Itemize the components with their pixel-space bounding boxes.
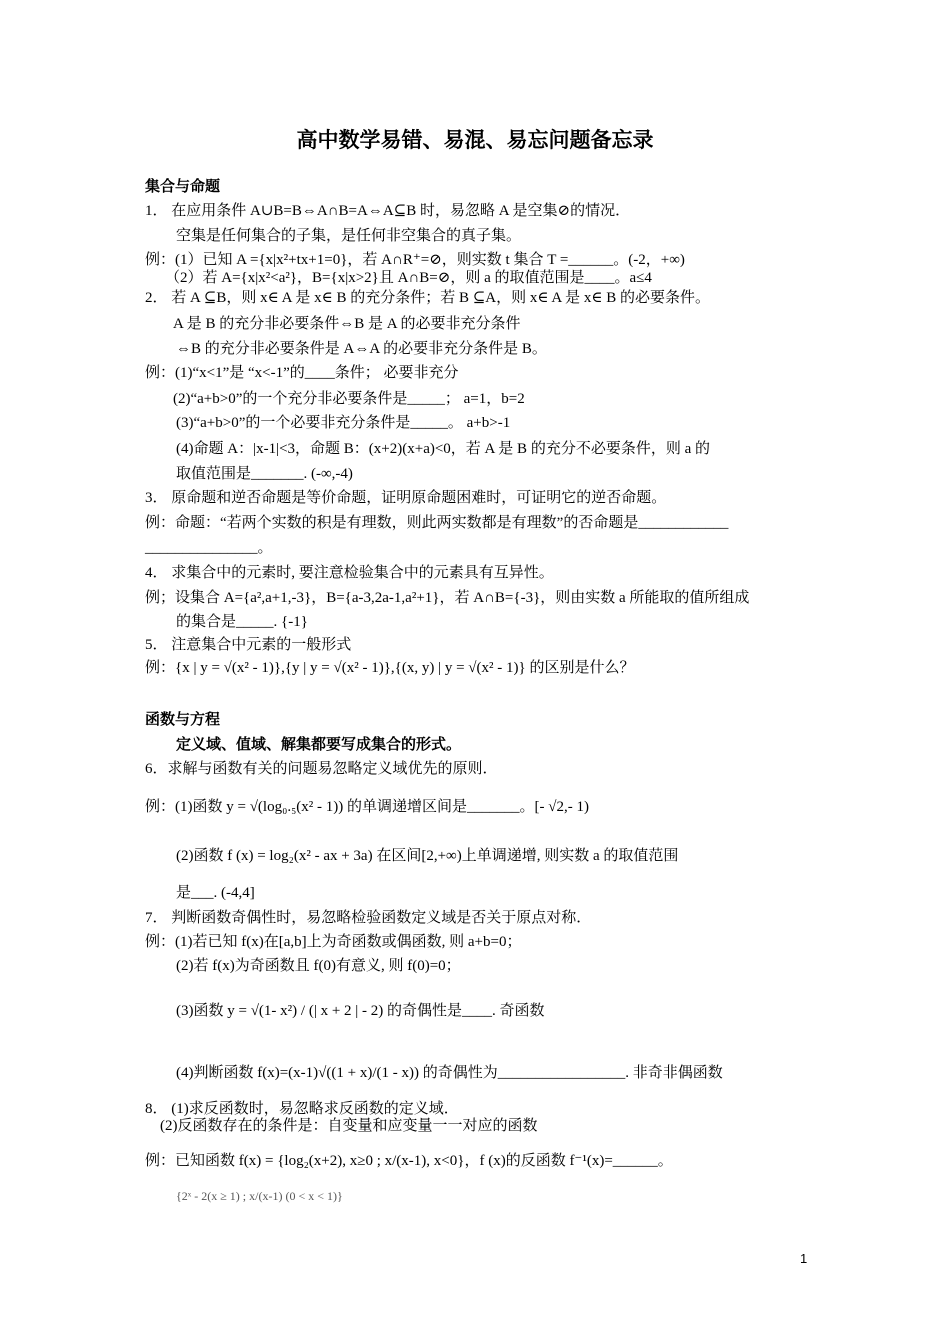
item-2-note-2: ⇔B 的充分非必要条件是 A⇔A 的必要非充分条件是 B。 (176, 341, 547, 357)
example-2-1: 例：(1)“x<1”是 “x<-1”的____条件； 必要非充分 (145, 365, 459, 381)
example-2-3: (3)“a+b>0”的一个必要非充分条件是_____。 a+b>-1 (176, 415, 511, 431)
page-number: 1 (800, 1251, 808, 1266)
item-2-note-1: A 是 B 的充分非必要条件⇔B 是 A 的必要非充分条件 (173, 316, 521, 332)
example-4: 例；设集合 A={a²,a+1,-3}，B={a-3,2a-1,a²+1}，若 A∩B={-3}，则由实数 a 所能取的值所组成 (145, 590, 750, 606)
example-2-4: (4)命题 A：|x-1|<3，命题 B：(x+2)(x+a)<0，若 A 是 B 的充分不必要条件，则 a 的 (176, 441, 710, 457)
functions-note: 定义域、值域、解集都要写成集合的形式。 (176, 736, 462, 753)
example-2-2: (2)“a+b>0”的一个充分非必要条件是_____； a=1，b=2 (173, 391, 525, 407)
item-7: 7． 判断函数奇偶性时，易忽略检验函数定义域是否关于原点对称． (145, 910, 592, 926)
example-1-2: （2）若 A={x|x²<a²}，B={x|x>2}且 A∩B=⊘，则 a 的取值范围是____。a≤4 (165, 270, 652, 286)
item-2: 2． 若 A ⊆B，则 x∈ A 是 x∈ B 的充分条件；若 B ⊆A，则 x∈ A 是 x∈ B 的必要条件。 (145, 290, 711, 306)
item-3: 3． 原命题和逆否命题是等价命题，证明原命题困难时，可证明它的逆否命题。 (145, 490, 667, 506)
example-6-2: (2)函数 f (x) = log₂(x² - ax + 3a) 在区间[2,+∞)上单调递增, 则实数 a 的取值范围 (176, 848, 679, 864)
item-1-note: 空集是任何集合的子集，是任何非空集合的真子集。 (176, 228, 522, 244)
example-7-3: (3)函数 y = √(1- x²) / (| x + 2 | - 2) 的奇偶性是____. 奇函数 (176, 1003, 545, 1019)
example-8-answer: {2ˣ - 2(x ≥ 1) ; x/(x-1) (0 < x < 1)} (176, 1189, 343, 1203)
example-7-4: (4)判断函数 f(x)=(x-1)√((1 + x)/(1 - x)) 的奇偶性为_________________. 非奇非偶函数 (176, 1065, 723, 1081)
example-4-cont: 的集合是_____. {-1} (176, 614, 308, 630)
item-6: 6．求解与函数有关的问题易忽略定义域优先的原则． (145, 761, 498, 777)
example-7-1: 例：(1)若已知 f(x)在[a,b]上为奇函数或偶函数, 则 a+b=0； (145, 934, 522, 950)
page-title: 高中数学易错、易混、易忘问题备忘录 (296, 129, 654, 152)
example-3: 例：命题：“若两个实数的积是有理数，则此两实数都是有理数”的否命题是____________ (145, 515, 729, 531)
item-5: 5． 注意集合中元素的一般形式 (145, 637, 352, 653)
section-heading-functions: 函数与方程 (145, 711, 221, 728)
item-1: 1． 在应用条件 A∪B=B⇔A∩B=A⇔A⊆B 时，易忽略 A 是空集⊘的情况． (145, 203, 631, 219)
example-6-2-cont: 是___. (-4,4] (176, 885, 255, 901)
section-heading-sets: 集合与命题 (145, 178, 221, 195)
example-2-4-cont: 取值范围是_______. (-∞,-4) (176, 466, 353, 482)
example-7-2: (2)若 f(x)为奇函数且 f(0)有意义, 则 f(0)=0； (176, 958, 461, 974)
example-1-1: 例：(1）已知 A ={x|x²+tx+1=0}，若 A∩R⁺=⊘，则实数 t 集合 T =______。(-2，+∞) (145, 252, 685, 268)
example-6-1: 例：(1)函数 y = √(log₀.₅(x² - 1)) 的单调递增区间是_______。[- √2,- 1) (145, 799, 589, 815)
item-4: 4． 求集合中的元素时, 要注意检验集合中的元素具有互异性。 (145, 565, 554, 581)
item-8-note: (2)反函数存在的条件是：自变量和应变量一一对应的函数 (160, 1118, 538, 1134)
example-8: 例：已知函数 f(x) = {log₂(x+2), x≥0 ; x/(x-1), x<0}，f (x)的反函数 f⁻¹(x)=______。 (145, 1153, 673, 1169)
example-5: 例：{x | y = √(x² - 1)},{y | y = √(x² - 1)},{(x, y) | y = √(x² - 1)} 的区别是什么？ (145, 660, 635, 676)
example-3-cont: _______________。 (145, 540, 273, 556)
item-8: 8． (1)求反函数时，易忽略求反函数的定义域． (145, 1101, 459, 1117)
